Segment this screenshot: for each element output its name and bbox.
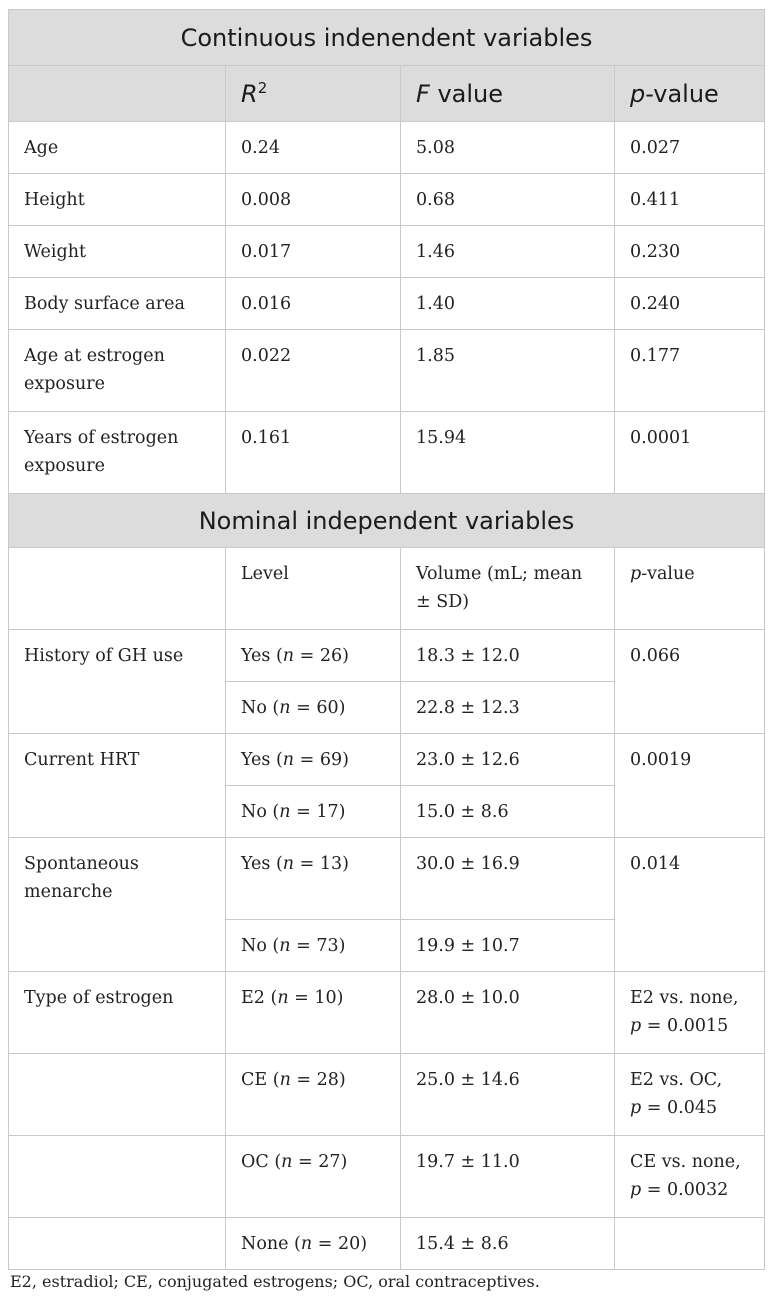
table-row <box>9 412 765 494</box>
f-value: 1.40 <box>401 278 615 330</box>
volume-value: 23.0 ± 12.6 <box>401 734 615 786</box>
table-row <box>9 122 765 174</box>
variable-name: Age at estrogen exposure <box>9 330 226 412</box>
table-row <box>9 734 765 786</box>
level-cell: OC (n = 27) <box>226 1136 401 1218</box>
header-level: Level <box>226 548 401 630</box>
volume-value: 15.0 ± 8.6 <box>401 786 615 838</box>
p-value: 0.0001 <box>615 412 765 494</box>
comparison-cell <box>615 1218 765 1270</box>
table-row <box>9 226 765 278</box>
table-row <box>9 1054 765 1136</box>
level-cell: No (n = 17) <box>226 786 401 838</box>
header-variable-cell <box>9 548 226 630</box>
level-cell: CE (n = 28) <box>226 1054 401 1136</box>
r-squared-value: 0.022 <box>226 330 401 412</box>
header-volume: Volume (mL; mean ± SD) <box>401 548 615 630</box>
f-value: 15.94 <box>401 412 615 494</box>
volume-value: 30.0 ± 16.9 <box>401 838 615 920</box>
table-row <box>9 972 765 1054</box>
p-value: 0.177 <box>615 330 765 412</box>
variable-name: Years of estrogen exposure <box>9 412 226 494</box>
p-value: 0.230 <box>615 226 765 278</box>
variable-name <box>9 1136 226 1218</box>
r-squared-value: 0.016 <box>226 278 401 330</box>
header-r-squared: $R^2$ <box>226 66 401 122</box>
table-row <box>9 278 765 330</box>
table-row <box>9 1136 765 1218</box>
volume-value: 18.3 ± 12.0 <box>401 630 615 682</box>
nominal-section-title: Nominal independent variables <box>9 494 765 548</box>
level-cell: None (n = 20) <box>226 1218 401 1270</box>
f-value: 1.85 <box>401 330 615 412</box>
header-variable-cell <box>9 66 226 122</box>
table-row <box>9 330 765 412</box>
volume-value: 19.7 ± 11.0 <box>401 1136 615 1218</box>
table-footnote: E2, estradiol; CE, conjugated estrogens; OC, oral contraceptives. <box>10 1272 540 1291</box>
variable-name: Body surface area <box>9 278 226 330</box>
volume-value: 22.8 ± 12.3 <box>401 682 615 734</box>
variable-name: Weight <box>9 226 226 278</box>
f-value: 0.68 <box>401 174 615 226</box>
volume-value: 28.0 ± 10.0 <box>401 972 615 1054</box>
results-table-container <box>8 9 764 1270</box>
variable-name: Spontaneous menarche <box>9 838 226 972</box>
comparison-cell: CE vs. none, p = 0.0032 <box>615 1136 765 1218</box>
p-value: 0.014 <box>615 838 765 972</box>
variable-name: Current HRT <box>9 734 226 838</box>
r-squared-value: 0.008 <box>226 174 401 226</box>
comparison-cell: E2 vs. OC, p = 0.045 <box>615 1054 765 1136</box>
variable-name: Height <box>9 174 226 226</box>
r-squared-value: 0.017 <box>226 226 401 278</box>
variable-name: Type of estrogen <box>9 972 226 1054</box>
f-value: 5.08 <box>401 122 615 174</box>
volume-value: 25.0 ± 14.6 <box>401 1054 615 1136</box>
r-squared-value: 0.161 <box>226 412 401 494</box>
header-p-value: p-value <box>615 548 765 630</box>
table-row <box>9 174 765 226</box>
variable-name <box>9 1054 226 1136</box>
level-cell: Yes (n = 13) <box>226 838 401 920</box>
volume-value: 15.4 ± 8.6 <box>401 1218 615 1270</box>
level-cell: No (n = 60) <box>226 682 401 734</box>
variable-name <box>9 1218 226 1270</box>
continuous-section-header <box>9 10 765 66</box>
r-squared-value: 0.24 <box>226 122 401 174</box>
level-cell: Yes (n = 69) <box>226 734 401 786</box>
nominal-column-headers <box>9 548 765 630</box>
nominal-section-header <box>9 494 765 548</box>
p-value: 0.411 <box>615 174 765 226</box>
level-cell: Yes (n = 26) <box>226 630 401 682</box>
continuous-section-title: Continuous indenendent variables <box>9 10 765 66</box>
header-p-value: p-value <box>615 66 765 122</box>
f-value: 1.46 <box>401 226 615 278</box>
variable-name: History of GH use <box>9 630 226 734</box>
table-row <box>9 630 765 682</box>
table-row <box>9 838 765 920</box>
p-value: 0.027 <box>615 122 765 174</box>
level-cell: E2 (n = 10) <box>226 972 401 1054</box>
level-cell: No (n = 73) <box>226 920 401 972</box>
p-value: 0.0019 <box>615 734 765 838</box>
volume-value: 19.9 ± 10.7 <box>401 920 615 972</box>
table-row <box>9 1218 765 1270</box>
results-table <box>8 9 765 1270</box>
continuous-column-headers <box>9 66 765 122</box>
variable-name: Age <box>9 122 226 174</box>
comparison-cell: E2 vs. none, p = 0.0015 <box>615 972 765 1054</box>
p-value: 0.240 <box>615 278 765 330</box>
header-f-value: F value <box>401 66 615 122</box>
p-value: 0.066 <box>615 630 765 734</box>
